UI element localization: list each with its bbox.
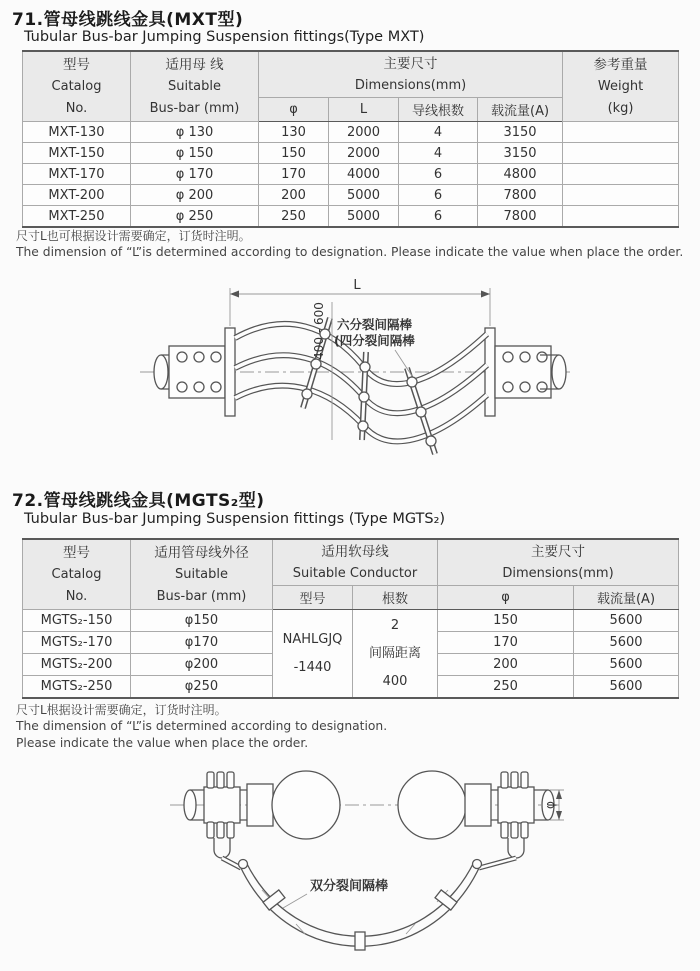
cell-catalog: MGTS₂-170 xyxy=(23,632,131,654)
th-suitable-en2: Bus-bar (mm) xyxy=(156,588,247,604)
cell-phi: 170 xyxy=(438,632,574,654)
th-suitable-cn: 适用管母线外径 xyxy=(154,544,249,561)
cell-conductor-model xyxy=(273,610,353,699)
note-cn-2: 尺寸L根据设计需要确定，订货时注明。 xyxy=(16,703,227,717)
th-weight-en: Weight xyxy=(597,78,644,94)
th-L: L xyxy=(329,98,399,122)
cell-strands: 4 xyxy=(399,143,478,164)
th-dimensions-group xyxy=(438,539,679,586)
leader-line xyxy=(283,894,307,908)
th-conductor-cn: 适用软母线 xyxy=(321,543,389,560)
th-suitable-cn: 适用母 线 xyxy=(165,56,224,73)
th-catalog-en: Catalog xyxy=(51,566,102,582)
cell-ampacity: 5600 xyxy=(574,632,679,654)
mgts-technical-drawing xyxy=(150,758,570,966)
note-en-2a: The dimension of “L”is determined according to designation. xyxy=(16,719,388,733)
th-catalog-en: Catalog xyxy=(51,78,102,94)
note-en-2b: Please indicate the value when place the order. xyxy=(16,736,309,750)
th-conductor-group xyxy=(273,539,438,586)
table-row xyxy=(23,185,679,206)
th-suitable-en2: Bus-bar (mm) xyxy=(149,100,240,116)
cell-catalog: MXT-170 xyxy=(23,164,131,185)
th-weight-unit: (kg) xyxy=(607,100,634,116)
cell-conductor-qty xyxy=(353,610,438,699)
cell-ampacity: 7800 xyxy=(478,206,563,228)
spacer-label-line1: 六分裂间隔棒 xyxy=(337,317,413,332)
cell-strands: 6 xyxy=(399,164,478,185)
dim-400-600-label: 400 - 600 xyxy=(312,302,326,360)
th-catalog-cn: 型号 xyxy=(63,544,90,561)
cell-phi: 200 xyxy=(438,654,574,676)
th-phi: φ xyxy=(438,586,574,610)
spacer-label-line2: (四分裂间隔棒 xyxy=(334,333,415,348)
cell-ampacity: 3150 xyxy=(478,143,563,164)
cell-catalog: MGTS₂-150 xyxy=(23,610,131,632)
conductor-qty-line2: 间隔距离 xyxy=(368,645,421,661)
section1-title: 71.管母线跳线金具(MXT型) xyxy=(12,10,244,30)
cell-busbar: φ 170 xyxy=(131,164,259,185)
th-suitable-en: Suitable xyxy=(167,78,222,94)
note-cn-1: 尺寸L也可根据设计需要确定，订货时注明。 xyxy=(16,229,251,243)
twin-conductor-loop xyxy=(239,860,482,951)
section1-subtitle: Tubular Bus-bar Jumping Suspension fittings(Type MXT) xyxy=(24,29,425,45)
cell-catalog: MXT-130 xyxy=(23,122,131,143)
cell-phi: 250 xyxy=(259,206,329,228)
cell-phi: 250 xyxy=(438,676,574,699)
mxt-table xyxy=(22,50,679,228)
cell-phi: 130 xyxy=(259,122,329,143)
table-row xyxy=(23,143,679,164)
th-dims-en: Dimensions(mm) xyxy=(502,565,614,581)
cell-catalog: MXT-250 xyxy=(23,206,131,228)
cell-L: 2000 xyxy=(329,143,399,164)
cell-busbar: φ 200 xyxy=(131,185,259,206)
cell-strands: 6 xyxy=(399,206,478,228)
th-conductor-en: Suitable Conductor xyxy=(292,565,418,581)
th-dims-en: Dimensions(mm) xyxy=(354,77,467,93)
cell-busbar: φ 150 xyxy=(131,143,259,164)
th-phi: φ xyxy=(259,98,329,122)
cell-phi: 150 xyxy=(438,610,574,632)
conductor-qty-line3: 400 xyxy=(382,673,408,689)
cell-busbar: φ200 xyxy=(131,654,273,676)
section2-subtitle: Tubular Bus-bar Jumping Suspension fittings (Type MGTS₂) xyxy=(24,511,446,527)
th-catalog-en2: No. xyxy=(65,100,88,116)
th-conductor-qty: 根数 xyxy=(353,586,438,610)
left-grading-ball xyxy=(272,771,340,839)
th-catalog-en2: No. xyxy=(65,588,88,604)
cell-busbar: φ 250 xyxy=(131,206,259,228)
section2-title: 72.管母线跳线金具(MGTS₂型) xyxy=(12,491,265,511)
mgts-table xyxy=(22,538,679,699)
cell-ampacity: 5600 xyxy=(574,676,679,699)
right-busbar-clamp xyxy=(485,328,566,416)
cell-weight xyxy=(563,185,679,206)
th-catalog-cn: 型号 xyxy=(63,56,90,73)
cell-catalog: MXT-150 xyxy=(23,143,131,164)
center-spacer xyxy=(355,932,365,950)
dim-L-label: L xyxy=(353,278,361,293)
cell-catalog: MGTS₂-250 xyxy=(23,676,131,699)
cell-phi: 150 xyxy=(259,143,329,164)
table-row xyxy=(23,122,679,143)
cell-phi: 200 xyxy=(259,185,329,206)
th-weight-cn: 参考重量 xyxy=(593,56,648,73)
conductor-qty-line1: 2 xyxy=(390,617,400,633)
cell-busbar: φ250 xyxy=(131,676,273,699)
th-conductor-model: 型号 xyxy=(273,586,353,610)
th-suitable-en: Suitable xyxy=(174,566,229,582)
th-weight xyxy=(563,51,679,122)
cell-L: 4000 xyxy=(329,164,399,185)
cell-phi: 170 xyxy=(259,164,329,185)
right-grading-ball xyxy=(398,771,466,839)
cell-busbar: φ 130 xyxy=(131,122,259,143)
th-dimensions-group xyxy=(259,51,563,98)
th-catalog xyxy=(23,539,131,610)
cell-busbar: φ170 xyxy=(131,632,273,654)
cell-ampacity: 3150 xyxy=(478,122,563,143)
table-row xyxy=(23,206,679,228)
th-ampacity: 载流量(A) xyxy=(478,98,563,122)
cell-weight xyxy=(563,143,679,164)
cell-catalog: MGTS₂-200 xyxy=(23,654,131,676)
th-catalog xyxy=(23,51,131,122)
cell-weight xyxy=(563,206,679,228)
cell-L: 5000 xyxy=(329,206,399,228)
spacer-callout xyxy=(283,878,388,908)
cell-weight xyxy=(563,164,679,185)
left-busbar-clamp xyxy=(154,328,235,416)
cell-L: 2000 xyxy=(329,122,399,143)
table-row xyxy=(23,164,679,185)
cell-ampacity: 5600 xyxy=(574,610,679,632)
twin-spacer-label: 双分裂间隔棒 xyxy=(310,879,389,894)
th-suitable xyxy=(131,51,259,122)
th-dims-cn: 主要尺寸 xyxy=(531,543,585,560)
conductor-model-line1: NAHLGJQ xyxy=(282,631,343,647)
cell-catalog: MXT-200 xyxy=(23,185,131,206)
cell-ampacity: 4800 xyxy=(478,164,563,185)
cell-ampacity: 7800 xyxy=(478,185,563,206)
conductor-model-line2: -1440 xyxy=(293,659,332,675)
th-strands: 导线根数 xyxy=(399,98,478,122)
cell-strands: 6 xyxy=(399,185,478,206)
th-suitable xyxy=(131,539,273,610)
cell-strands: 4 xyxy=(399,122,478,143)
cell-busbar: φ150 xyxy=(131,610,273,632)
table-row xyxy=(23,610,679,632)
spacer-callout xyxy=(334,317,415,376)
note-en-1: The dimension of “L”is determined according to designation. Please indicate the value when place the order. xyxy=(16,245,684,259)
cell-L: 5000 xyxy=(329,185,399,206)
cell-ampacity: 5600 xyxy=(574,654,679,676)
th-dims-cn: 主要尺寸 xyxy=(383,55,438,72)
dim-phi-label: φ xyxy=(543,801,557,809)
mxt-technical-drawing xyxy=(85,268,615,473)
cell-weight xyxy=(563,122,679,143)
th-ampacity: 载流量(A) xyxy=(574,586,679,610)
